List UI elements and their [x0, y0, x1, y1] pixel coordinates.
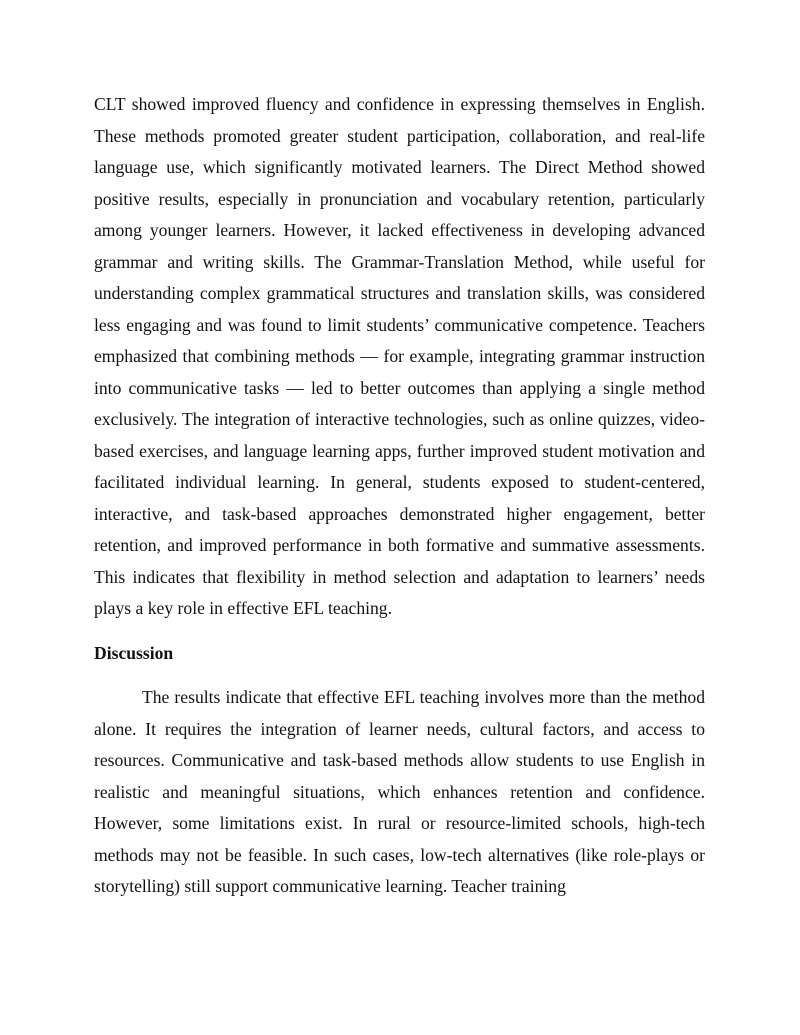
discussion-paragraph: The results indicate that effective EFL teaching involves more than the method alone. It requires the integration of learner needs, cultural factors, and access to resources. Communicative and task-based methods allow students to use English in realistic and meaningful situations, which enhances retention and confidence. However, some limitations exist. In rural or resource-limited schools, high-tech methods may not be feasible. In such cases, low-tech alternatives (like role-plays or storytelling) still support communicative learning. Teacher training — [94, 687, 705, 896]
results-paragraph: CLT showed improved fluency and confidence in expressing themselves in English. These methods promoted greater student participation, collaboration, and real-life language use, which significantly motivated learners. The Direct Method showed positive results, especially in pronunciation and vocabulary retention, particularly among younger learners. However, it lacked effectiveness in developing advanced grammar and writing skills. The Grammar-Translation Method, while useful for understanding complex grammatical structures and translation skills, was considered less engaging and was found to limit students’ communicative competence. Teachers emphasized that combining methods — for example, integrating grammar instruction into communicative tasks — led to better outcomes than applying a single method exclusively. The integration of interactive technologies, such as online quizzes, video-based exercises, and language learning apps, further improved student motivation and facilitated individual learning. In general, students exposed to student-centered, interactive, and task-based approaches demonstrated higher engagement, better retention, and improved performance in both formative and summative assessments. This indicates that flexibility in method selection and adaptation to learners’ needs plays a key role in effective EFL teaching. — [94, 94, 705, 618]
document-page — [94, 89, 705, 903]
section-heading-discussion: Discussion — [94, 642, 174, 663]
